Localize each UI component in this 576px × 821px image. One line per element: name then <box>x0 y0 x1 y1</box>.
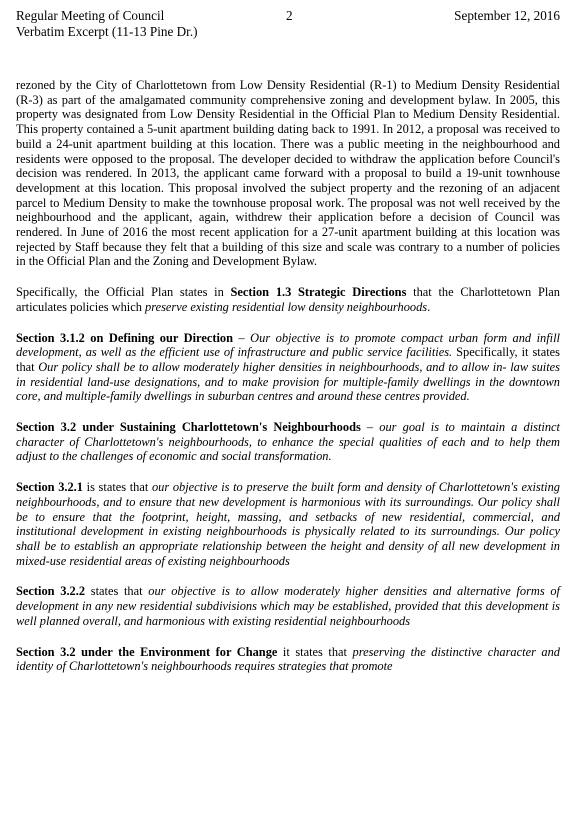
paragraph-environment-for-change <box>16 645 560 674</box>
policy-quote: preserving the distinctive character and identity of Charlottetown's neighbourhoods requires strategies that promote <box>16 644 561 674</box>
paragraph-text: it states that <box>277 644 353 659</box>
paragraph-text: Specifically, it states that <box>16 345 560 374</box>
policy-quote: our objective is to preserve the built form and density of Charlottetown's existing neighbourhoods, and to ensure that new development is harmonious with its surroundings. Our policy shall be to ensure that the footprint, height, massing, and setbacks of new residential, commercial, and institutional development in existing neighbourhoods is physically related to its surroundings. Our policy shall be to establish an appropriate relationship between the height and density of all new development in mixed-use residential areas of existing neighbourhoods <box>16 480 560 568</box>
section-reference: Section 1.3 Strategic Directions <box>230 285 407 300</box>
paragraph-section-3-2-1 <box>16 480 560 568</box>
section-reference: Section 3.2.2 <box>16 584 86 599</box>
separator: – <box>360 420 380 435</box>
paragraph-text: Specifically, the Official Plan states in <box>16 285 231 300</box>
paragraph-history <box>16 78 560 269</box>
section-reference: Section 3.2.1 <box>16 480 83 495</box>
page-number: 2 <box>286 8 293 23</box>
policy-quote: our objective is to allow moderately higher densities and alternative forms of development in any new residential subdivisions which may be established, provided that this development is well planned overall, and harmonious with existing residential neighbourhoods <box>16 584 560 628</box>
section-reference: Section 3.1.2 on Defining our Direction <box>16 330 233 345</box>
meeting-date: September 12, 2016 <box>454 8 560 23</box>
document-body <box>16 78 560 674</box>
page-header <box>16 8 560 40</box>
header-row-1 <box>16 8 560 24</box>
policy-quote: Our objective is to promote compact urban form and infill development, as well as the efficient use of infrastructure and public service facilities. <box>16 330 560 360</box>
separator: – <box>232 330 251 345</box>
paragraph-section-3-2-2 <box>16 584 560 628</box>
policy-quote: our goal is to maintain a distinct character of Charlottetown's neighbourhoods, to enhance the special qualities of each and to help them adjust to the challenges of economic and social transformation. <box>16 420 560 464</box>
excerpt-subtitle: Verbatim Excerpt (11-13 Pine Dr.) <box>16 24 198 39</box>
paragraph-text: states that <box>85 584 149 599</box>
section-reference: Section 3.2 under the Environment for Change <box>16 644 278 659</box>
meeting-title: Regular Meeting of Council <box>16 8 165 23</box>
paragraph-section-3-1-2 <box>16 331 560 405</box>
policy-quote: Our policy shall be to allow moderately higher densities in neighbourhoods, and to allow in- law suites in residential land-use designations, and to make provision for multiple-family dwellings in the downtown core, and multiple-family dwellings in suburban centres and around these centres provided. <box>16 359 560 404</box>
section-reference: Section 3.2 under Sustaining Charlottetown's Neighbourhoods <box>16 420 361 435</box>
paragraph-section-3-2 <box>16 420 560 464</box>
header-row-2 <box>16 24 560 40</box>
paragraph-text: is states that <box>82 480 152 495</box>
policy-quote: preserve existing residential low density neighbourhoods <box>145 299 428 314</box>
paragraph-text: that the Charlottetown Plan articulates policies which <box>16 285 560 314</box>
paragraph-text: rezoned by the City of Charlottetown from Low Density Residential (R-1) to Medium Density Residential (R-3) as part of the amalgamated community comprehensive zoning and development bylaw. In 2005, this property was designated from Low Density Residential in the Official Plan to Medium Density Residential. This property contained a 5-unit apartment building dating back to 1991. In 2012, a proposal was received to build a 24-unit apartment building at this location. There was a public meeting in the neighbourhood and residents were opposed to the proposal. The developer decided to withdraw the application before Council's decision was rendered. In 2013, the applicant came forward with a proposal to build a 19-unit townhouse development at this location. This proposal involved the subject property and the rezoning of an adjacent parcel to Medium Density to make the townhouse proposal work. The proposal was not well received by the neighbourhood and the applicant, again, withdrew their application before a decision of Council was rendered. In June of 2016 the most recent application for a 27-unit apartment building at this location was rejected by Staff because they felt that a building of this size and scale was contrary to a number of policies in the Official Plan and the Zoning and Development Bylaw. <box>16 78 560 269</box>
paragraph-strategic-directions <box>16 285 560 314</box>
paragraph-text: . <box>427 299 431 314</box>
